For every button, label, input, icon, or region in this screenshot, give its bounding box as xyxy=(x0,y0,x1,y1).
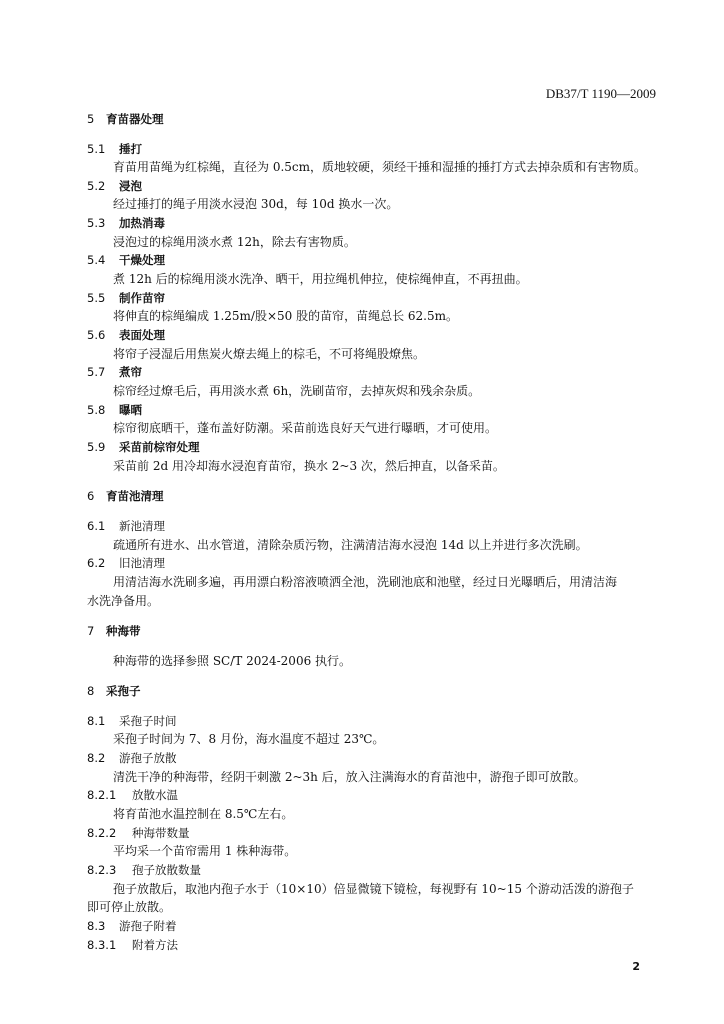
paragraph-text: 采孢子时间为 7、8 月份，海水温度不超过 23℃。 xyxy=(113,732,385,746)
section-title: 新池清理 xyxy=(119,519,165,533)
section-title: 干燥处理 xyxy=(119,253,165,267)
paragraph-text: 浸泡过的棕绳用淡水煮 12h，除去有害物质。 xyxy=(113,235,356,249)
section-title: 加热消毒 xyxy=(119,216,165,230)
section-title: 游孢子附着 xyxy=(119,919,177,933)
section-number: 6.1 xyxy=(87,519,106,533)
section-title: 育苗池清理 xyxy=(106,489,164,503)
section-number: 8.2.3 xyxy=(87,863,117,877)
section-title: 孢子放散数量 xyxy=(132,863,201,877)
section-title: 游孢子放散 xyxy=(119,751,177,765)
paragraph-text: 煮 12h 后的棕绳用淡水洗净、晒干，用拉绳机伸拉，使棕绳伸直，不再扭曲。 xyxy=(113,272,528,286)
section-title: 煮帘 xyxy=(119,365,142,379)
section-title: 放散水温 xyxy=(132,788,178,802)
section-number: 8.2.1 xyxy=(87,788,117,802)
section-number: 8 xyxy=(87,684,95,698)
paragraph-text: 将育苗池水温控制在 8.5℃左右。 xyxy=(113,807,294,821)
section-title: 表面处理 xyxy=(119,328,165,342)
section-number: 5.8 xyxy=(87,403,106,417)
section-title: 种海带数量 xyxy=(132,826,190,840)
section-number: 8.3 xyxy=(87,919,106,933)
section-number: 7 xyxy=(87,624,95,638)
section-number: 5.4 xyxy=(87,253,106,267)
paragraph-text: 采苗前 2d 用冷却海水浸泡育苗帘，换水 2~3 次，然后抻直，以备采苗。 xyxy=(113,459,505,473)
section-number: 5.3 xyxy=(87,216,106,230)
paragraph-text: 孢子放散后，取池内孢子水于（10×10）倍显微镜下镜检，每视野有 10~15 个游动活泼的游孢子 xyxy=(113,882,634,896)
paragraph-text: 棕帘彻底晒干，蓬布盖好防潮。采苗前选良好天气进行曝晒，才可使用。 xyxy=(113,421,498,435)
section-number: 5.7 xyxy=(87,365,106,379)
section-number: 5.5 xyxy=(87,291,106,305)
section-title: 附着方法 xyxy=(132,938,178,952)
section-number: 5.2 xyxy=(87,179,106,193)
paragraph-text: 清洗干净的种海带，经阴干刺激 2~3h 后，放入注满海水的育苗池中，游孢子即可放散。 xyxy=(113,770,586,784)
section-title: 捶打 xyxy=(119,142,142,156)
section-title: 曝晒 xyxy=(119,403,142,417)
section-number: 5 xyxy=(87,112,95,126)
paragraph-text: 棕帘经过燎毛后，再用淡水煮 6h，洗刷苗帘，去掉灰烬和残余杂质。 xyxy=(113,384,481,398)
section-number: 6.2 xyxy=(87,556,106,570)
paragraph-text: 疏通所有进水、出水管道，清除杂质污物，注满清洁海水浸泡 14d 以上并进行多次洗刷。 xyxy=(113,538,588,552)
section-title: 采孢子时间 xyxy=(119,714,177,728)
section-number: 5.6 xyxy=(87,328,106,342)
section-number: 8.1 xyxy=(87,714,106,728)
paragraph-text: 将帘子浸湿后用焦炭火燎去绳上的棕毛，不可将绳股燎焦。 xyxy=(113,347,426,361)
section-number: 6 xyxy=(87,489,95,503)
paragraph-text: 种海带的选择参照 SC/T 2024-2006 执行。 xyxy=(113,654,352,668)
section-title: 育苗器处理 xyxy=(106,112,164,126)
section-number: 8.2 xyxy=(87,751,106,765)
paragraph-text: 水洗净备用。 xyxy=(87,594,160,608)
page-number: 2 xyxy=(632,960,640,973)
section-number: 8.3.1 xyxy=(87,938,117,952)
paragraph-text: 平均采一个苗帘需用 1 株种海带。 xyxy=(113,844,297,858)
section-number: 5.1 xyxy=(87,142,106,156)
section-title: 制作苗帘 xyxy=(119,291,165,305)
paragraph-text: 育苗用苗绳为红棕绳，直径为 0.5cm，质地较硬，须经干捶和湿捶的捶打方式去掉杂质和有害物质。 xyxy=(113,160,647,174)
paragraph-text: 用清洁海水洗刷多遍，再用漂白粉溶液喷洒全池，洗刷池底和池壁，经过日光曝晒后，用清洁海 xyxy=(113,575,618,589)
section-number: 5.9 xyxy=(87,440,106,454)
section-number: 8.2.2 xyxy=(87,826,117,840)
section-title: 浸泡 xyxy=(119,179,142,193)
section-title: 采孢子 xyxy=(106,684,141,698)
section-title: 采苗前棕帘处理 xyxy=(119,440,200,454)
document-code-header: DB37/T 1190—2009 xyxy=(545,86,656,101)
paragraph-text: 将伸直的棕绳编成 1.25m/股×50 股的苗帘，苗绳总长 62.5m。 xyxy=(113,309,459,323)
paragraph-text: 经过捶打的绳子用淡水浸泡 30d，每 10d 换水一次。 xyxy=(113,197,399,211)
section-title: 种海带 xyxy=(106,624,141,638)
paragraph-text: 即可停止放散。 xyxy=(87,900,172,914)
section-title: 旧池清理 xyxy=(119,556,165,570)
